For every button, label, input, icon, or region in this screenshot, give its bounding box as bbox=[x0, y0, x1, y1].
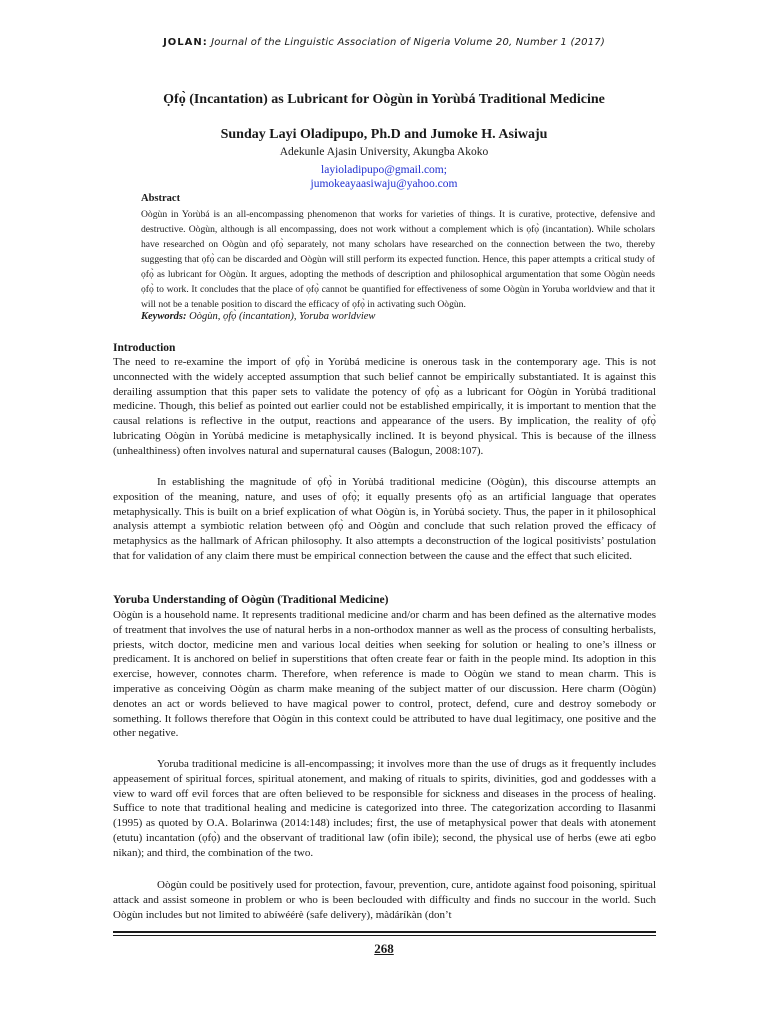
journal-brand: JOLAN: bbox=[163, 37, 208, 48]
body-paragraph: Oògùn could be positively used for protection, favour, prevention, cure, antidote against food poisoning, spiritual attack and assist someone in problem or who is been beclouded with difficulty and finds no succour in the world. Such Oògùn includes but not limited to abíwéérè (safe delivery), màdáríkàn (don’t bbox=[113, 879, 656, 921]
body-paragraph: Oògùn is a household name. It represents traditional medicine and/or charm and has been defined as the alternative modes of treatment that involves the use of natural herbs in a non-orthodox manner as well as the process of consulting herbalists, priests, witch doctor, medicine men and various local deities when seeking for solution or healing to one’s illness or predicament. It is anchored on belief in superstitions that often create fear or faith in the people mind. Its adoption in this exercise, however, connotes charm. Therefore, when reference is made to Oògùn we stand to mean charm. This is imperative as conceiving Oògùn as charm make meaning of the subject matter of our discussion. Here charm (Oògùn) denotes an act or words believed to have magical power to control, protect, defend, cure and destroy somebody or something. It follows therefore that Oògùn in this context could be attributed to have dual legitimacy, one positive and the other negative. bbox=[113, 609, 656, 740]
abstract-text: Oògùn in Yorùbá is an all-encompassing phenomenon that works for varieties of things. It is curative, protective, defensive and destructive. Oògùn, although is all encompassing, does not work without a complement which is ọfọ̀ (incantation). While scholars have researched on Oògùn and ọfọ̀ separately, not many scholars have researched on the connection between the two, thereby suggesting that ọfọ̀ can be discarded and Oògùn will still perform its expected function. Hence, this paper attempts a critical study of ọfọ̀ as lubricant for Oògùn. It argues, adopting the methods of description and philosophical argumentation that some Oògùn needs ọfọ̀ to work. It concludes that the place of ọfọ̀ cannot be quantified for effectiveness of some Oògùn in Yoruba worldview and that it will not be a tenable position to discard the efficacy of ọfọ̀ in activating such Oògùn. bbox=[141, 209, 655, 310]
footer-rule bbox=[113, 931, 656, 933]
keywords-text: Oògùn, ọfọ̀ (incantation), Yoruba worldview bbox=[189, 311, 376, 322]
page-number: 268 bbox=[374, 941, 394, 956]
journal-header bbox=[0, 37, 768, 48]
body-paragraph: Yoruba traditional medicine is all-encompassing; it involves more than the use of drugs as it frequently includes appeasement of spiritual forces, spiritual atonement, and making of rituals to spirits, divinities, god and goddesses with a view to ward off evil forces that are often believed to be responsible for sickness and diseases in the process of healing. Suffice to note that traditional healing and medicine is categorized into three. The categorization according to Ilasanmi (1995) as quoted by O.A. Bolarinwa (2014:148) includes; first, the use of metaphysical power that deals with atonement (etutu) incantation (ọfọ̀) and the observant of traditional law (ofin ibile); second, the physical use of herbs (ewe ati egbo nikan); and third, the combination of the two. bbox=[113, 758, 656, 859]
section-heading-yoruba-understanding: Yoruba Understanding of Oògùn (Traditional Medicine) bbox=[113, 594, 389, 606]
keywords-label: Keywords: bbox=[141, 311, 187, 322]
abstract-heading: Abstract bbox=[141, 193, 181, 204]
body-paragraph: In establishing the magnitude of ọfọ̀ in Yorùbá traditional medicine (Oògùn), this discourse attempts an exposition of the meaning, nature, and uses of ọfọ̀; it equally presents ọfọ̀ as an artificial language that operates metaphysically. This is built on a brief explication of what Oògùn is, in Yorùbá society. Thus, the paper in it philosophical analysis attempt a symbiotic relation between ọfọ̀ and Oògùn and conclude that such relation proved the efficacy of metaphysics as the hallmark of African philosophy. It also attempts a deconstruction of the logical positivists’ postulation that for validation of any claim there must be empirical connection between the cause and the effect that such elicited. bbox=[113, 476, 656, 562]
footer-rule-thin bbox=[113, 935, 656, 936]
paper-authors: Sunday Layi Oladipupo, Ph.D and Jumoke H. Asiwaju bbox=[220, 127, 548, 142]
author-affiliation: Adekunle Ajasin University, Akungba Akoko bbox=[279, 146, 489, 158]
paper-title: Ọfọ̀ (Incantation) as Lubricant for Oògùn in Yorùbá Traditional Medicine bbox=[163, 92, 605, 107]
keywords-line bbox=[141, 311, 375, 322]
author-email-link[interactable]: jumokeayaasiwaju@yahoo.com bbox=[310, 178, 458, 190]
journal-citation: Journal of the Linguistic Association of Nigeria Volume 20, Number 1 (2017) bbox=[211, 37, 605, 48]
author-email-link[interactable]: layioladipupo@gmail.com; bbox=[321, 164, 447, 176]
section-heading-introduction: Introduction bbox=[113, 342, 176, 354]
body-paragraph: The need to re-examine the import of ọfọ̀ in Yorùbá medicine is onerous task in the contemporary age. This is not unconnected with the widely accepted assumption that such belief cannot be empirically substantiated. It is against this derailing assumption that this paper sets to validate the potency of ọfọ̀ as a lubricant for Oògùn in Yorùbá traditional medicine. Though, this belief as pointed out earlier could not be established empirically, it is important to mention that the causal relations is reflective in the output, reactions and appearance of the users. By implication, the reality of ọfọ̀ lubricating Oògùn in Yorùbá medicine is metaphysically inclined. It is beyond physical. This is because of the illness (unhealthiness) often involves natural and supernatural causes (Balogun, 2008:107). bbox=[113, 356, 656, 457]
